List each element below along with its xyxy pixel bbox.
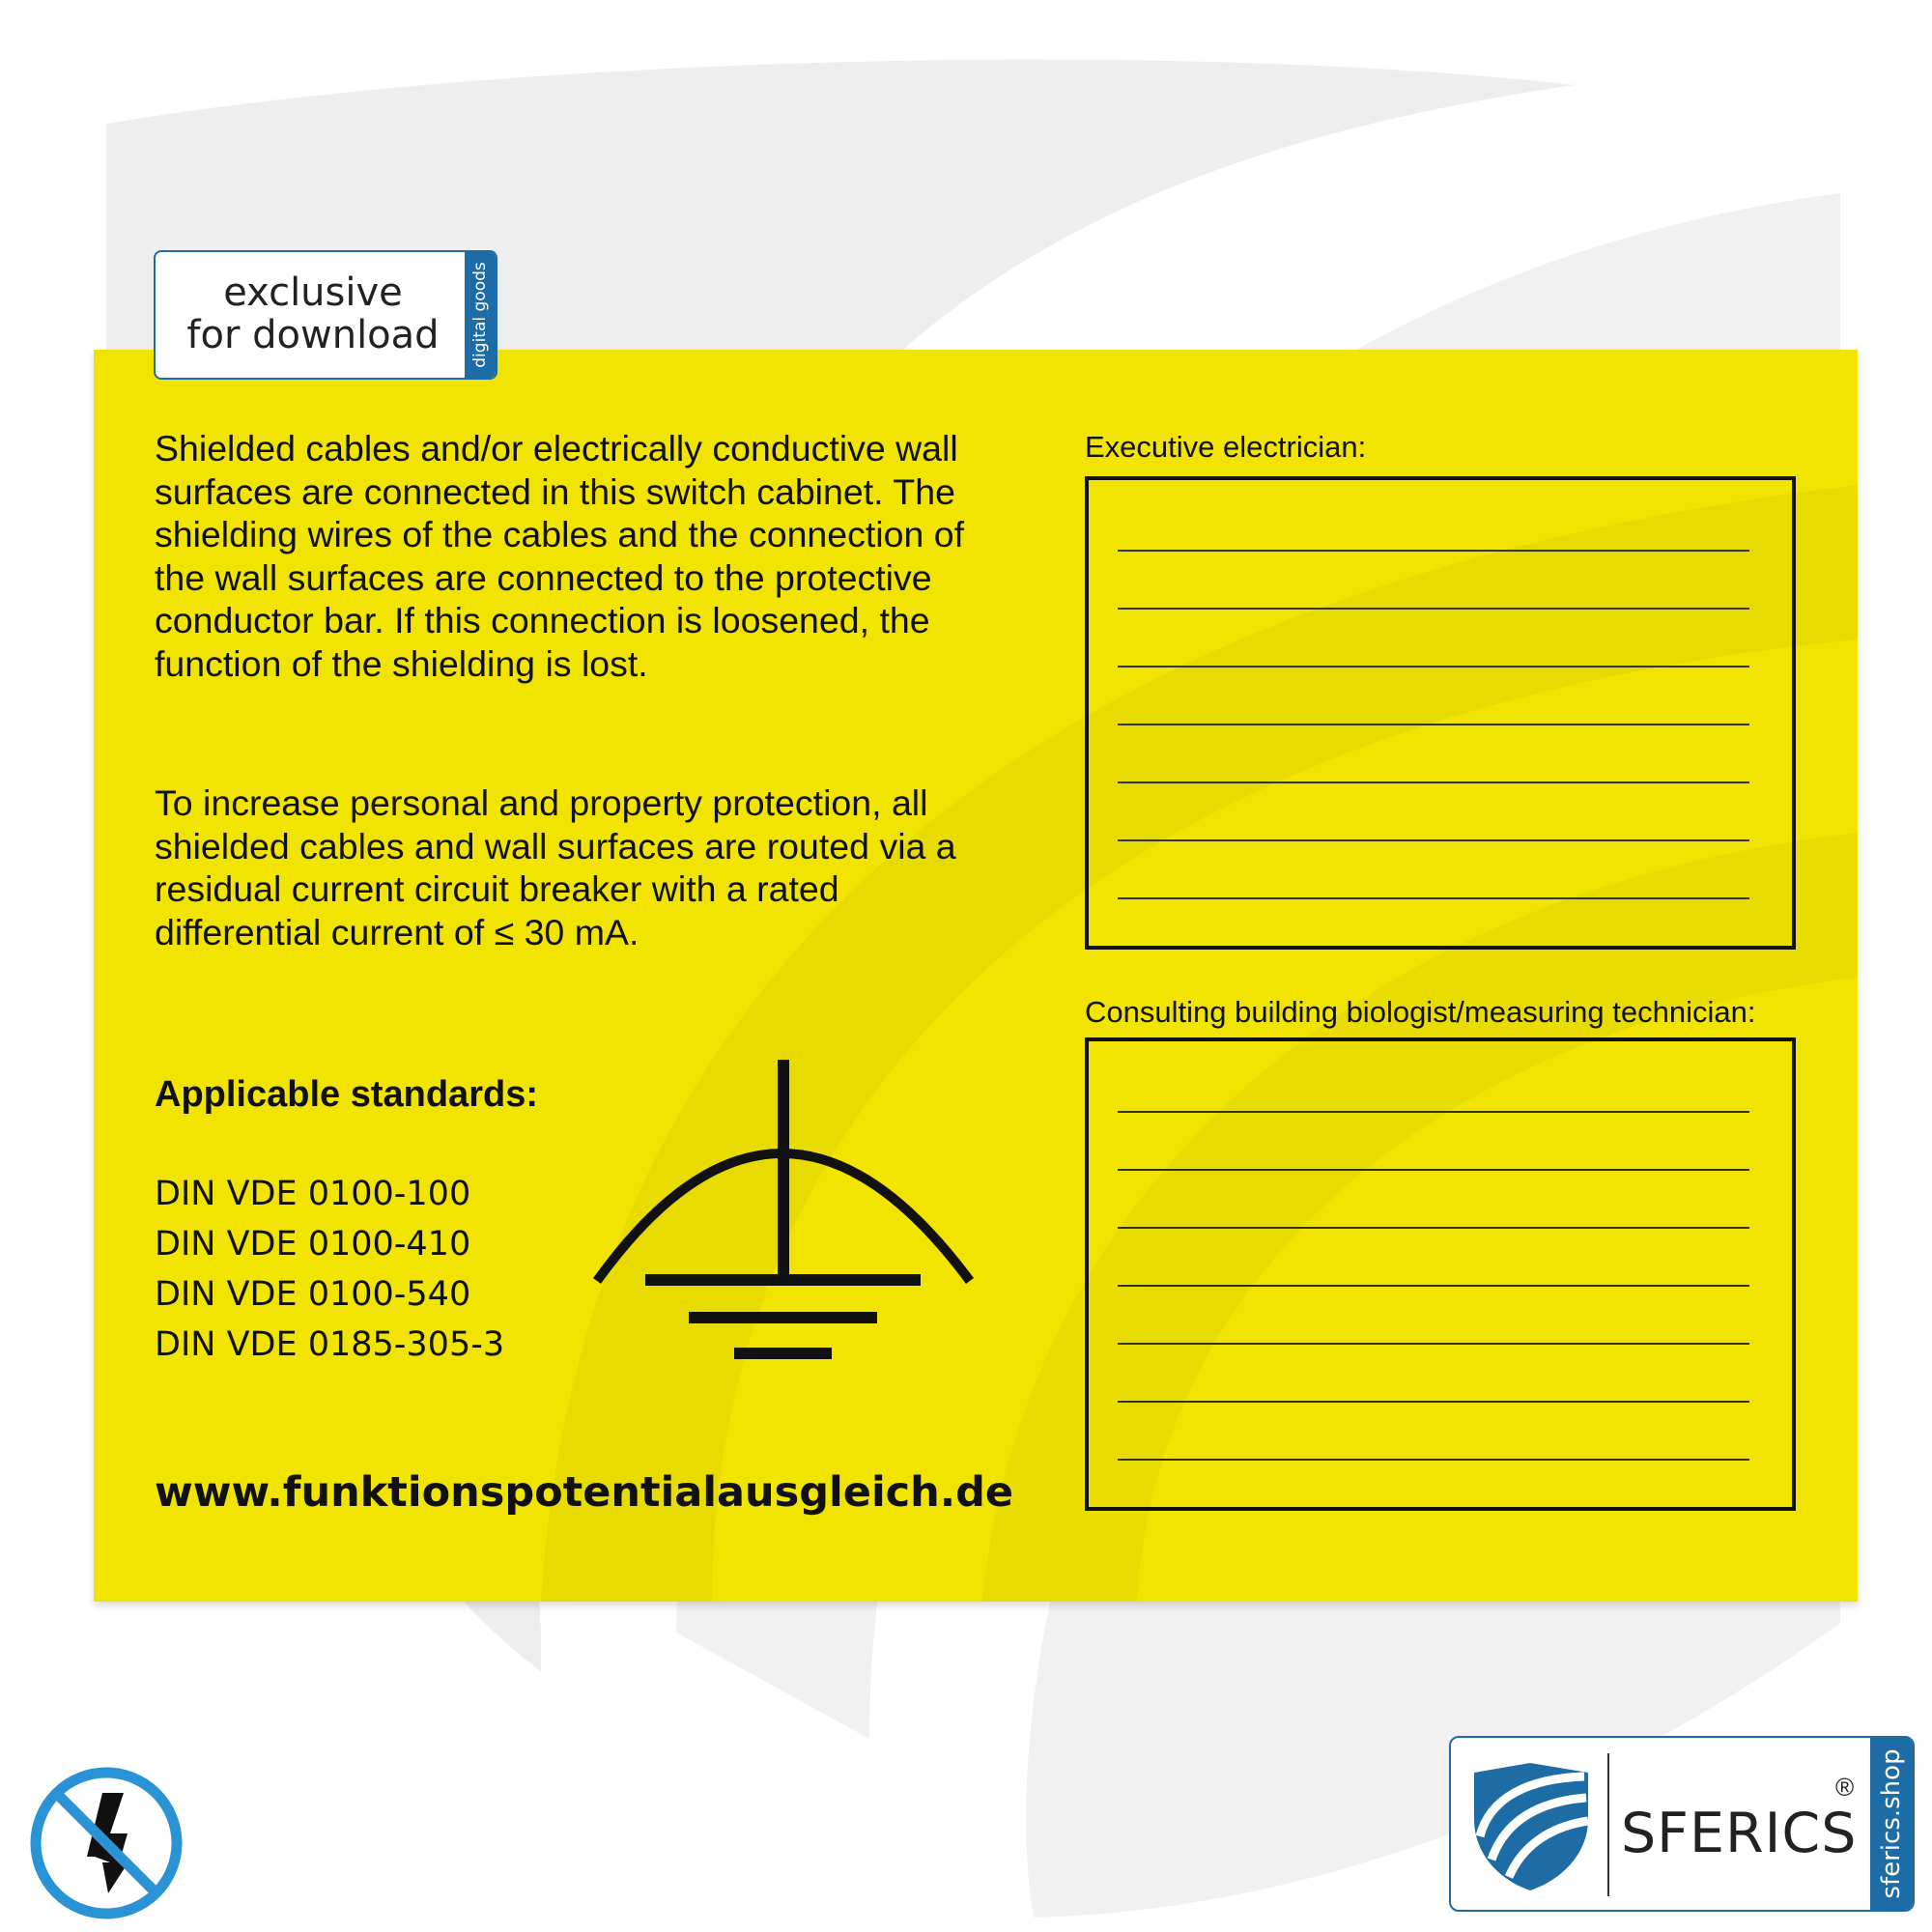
badge-text	[156, 271, 470, 356]
writing-line	[1118, 1459, 1749, 1461]
badge-line-for-download: for download	[186, 313, 440, 357]
writing-line	[1118, 1343, 1749, 1345]
website-url: www.funktionspotentialausgleich.de	[155, 1468, 1014, 1517]
standards-list	[155, 1169, 504, 1370]
badge-side-label: digital goods	[470, 262, 490, 368]
logo-brand-name: SFERICS	[1621, 1802, 1858, 1865]
writing-line	[1118, 781, 1749, 783]
executive-electrician-field[interactable]	[1085, 476, 1796, 950]
sferics-shield-icon	[1470, 1759, 1592, 1892]
writing-line	[1118, 897, 1749, 899]
sferics-logo	[1449, 1736, 1915, 1912]
badge-side-strip	[465, 252, 496, 378]
writing-line	[1118, 1169, 1749, 1171]
logo-side-label: sferics.shop	[1877, 1748, 1906, 1899]
executive-electrician-label: Executive electrician:	[1085, 430, 1367, 464]
standards-heading: Applicable standards:	[155, 1074, 538, 1115]
writing-line	[1118, 1111, 1749, 1113]
logo-divider	[1607, 1753, 1609, 1896]
exclusive-download-badge	[154, 250, 497, 380]
registered-mark: ®	[1835, 1773, 1855, 1802]
writing-line	[1118, 1401, 1749, 1403]
notice-paragraph-1-block	[155, 427, 1005, 685]
functional-earth-symbol-icon	[587, 1055, 980, 1364]
standard-item: DIN VDE 0100-410	[155, 1225, 471, 1264]
notice-paragraph-1: Shielded cables and/or electrically conductive wall surfaces are connected in this switch cabinet. The shielding wires of the cables and the connection of the wall surfaces are connected to the protective conductor bar. If this connection is loosened, the function of the shielding is lost.	[155, 428, 965, 684]
standard-item: DIN VDE 0100-100	[155, 1175, 471, 1213]
writing-line	[1118, 839, 1749, 841]
logo-side-strip	[1870, 1738, 1913, 1910]
building-biologist-field[interactable]	[1085, 1037, 1796, 1511]
building-biologist-label: Consulting building biologist/measuring technician:	[1085, 995, 1756, 1029]
writing-line	[1118, 1285, 1749, 1287]
notice-paragraph-2: To increase personal and property protection, all shielded cables and wall surfaces are routed via a residual current circuit breaker with a rated differential current of ≤ 30 mA.	[155, 782, 956, 952]
writing-line	[1118, 666, 1749, 668]
writing-line	[1118, 1227, 1749, 1229]
notice-paragraph-2-block	[155, 781, 1005, 953]
standard-item: DIN VDE 0100-540	[155, 1275, 471, 1314]
badge-line-exclusive: exclusive	[223, 270, 403, 315]
writing-line	[1118, 724, 1749, 725]
no-electrosmog-icon	[27, 1764, 185, 1922]
writing-line	[1118, 608, 1749, 610]
standard-item: DIN VDE 0185-305-3	[155, 1325, 505, 1364]
writing-line	[1118, 550, 1749, 552]
